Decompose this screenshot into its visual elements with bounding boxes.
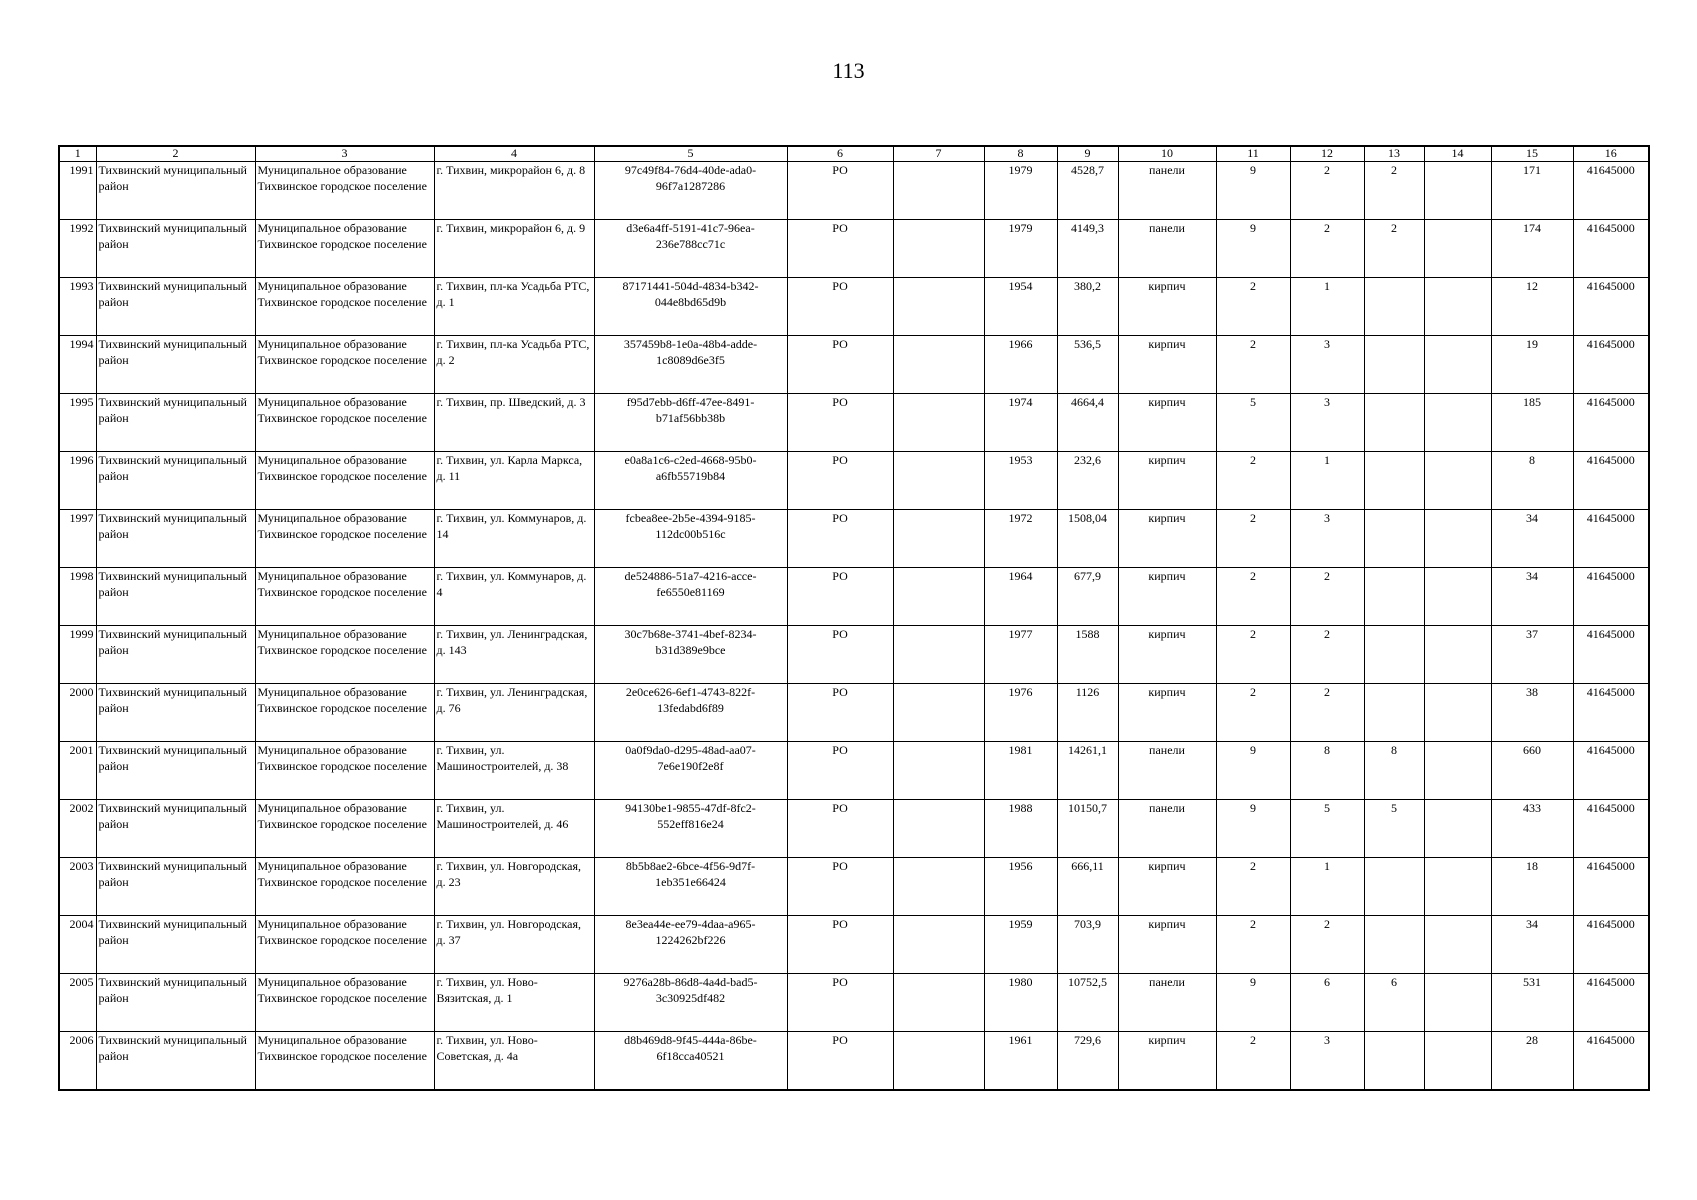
- district-cell: Тихвинский муниципальный район: [96, 510, 255, 568]
- address-cell: г. Тихвин, ул. Ново-Вязитская, д. 1: [434, 974, 594, 1032]
- column-header-9: 9: [1057, 146, 1118, 162]
- address-cell: г. Тихвин, ул. Машиностроителей, д. 46: [434, 800, 594, 858]
- house-guid-cell: 9276a28b-86d8-4a4d-bad5-3c30925df482: [594, 974, 787, 1032]
- column-header-14: 14: [1424, 146, 1491, 162]
- address-cell: г. Тихвин, микрорайон 6, д. 9: [434, 220, 594, 278]
- entrances-cell: 3: [1290, 336, 1364, 394]
- floors-cell: 2: [1216, 858, 1290, 916]
- wall-material-cell: панели: [1118, 742, 1216, 800]
- municipality-cell: Муниципальное образование Тихвинское городское поселение: [255, 452, 434, 510]
- residents-cell: 185: [1491, 394, 1573, 452]
- column-header-8: 8: [984, 146, 1057, 162]
- house-guid-cell: fcbea8ee-2b5e-4394-9185-112dc00b516c: [594, 510, 787, 568]
- floors-cell: 9: [1216, 800, 1290, 858]
- house-guid-cell: de524886-51a7-4216-acce-fe6550e81169: [594, 568, 787, 626]
- house-guid-cell: 8e3ea44e-ee79-4daa-a965-1224262bf226: [594, 916, 787, 974]
- district-cell: Тихвинский муниципальный район: [96, 220, 255, 278]
- total-area-cell: 4664,4: [1057, 394, 1118, 452]
- address-cell: г. Тихвин, ул. Карла Маркса, д. 11: [434, 452, 594, 510]
- total-area-cell: 14261,1: [1057, 742, 1118, 800]
- row-number-cell: 2002: [59, 800, 96, 858]
- floors-cell: 2: [1216, 452, 1290, 510]
- floors-cell: 9: [1216, 742, 1290, 800]
- table-row: [59, 394, 1649, 452]
- table-row: [59, 626, 1649, 684]
- address-cell: г. Тихвин, ул. Машиностроителей, д. 38: [434, 742, 594, 800]
- municipality-cell: Муниципальное образование Тихвинское городское поселение: [255, 162, 434, 220]
- column-6-cell: РО: [787, 220, 893, 278]
- wall-material-cell: кирпич: [1118, 452, 1216, 510]
- column-header-12: 12: [1290, 146, 1364, 162]
- entrances-cell: 8: [1290, 742, 1364, 800]
- column-header-13: 13: [1364, 146, 1424, 162]
- residents-cell: 28: [1491, 1032, 1573, 1090]
- house-guid-cell: 0a0f9da0-d295-48ad-aa07-7e6e190f2e8f: [594, 742, 787, 800]
- entrances-cell: 2: [1290, 162, 1364, 220]
- wall-material-cell: панели: [1118, 220, 1216, 278]
- house-guid-cell: 357459b8-1e0a-48b4-adde-1c8089d6e3f5: [594, 336, 787, 394]
- floors-cell: 2: [1216, 278, 1290, 336]
- column-14-cell: [1424, 916, 1491, 974]
- municipality-cell: Муниципальное образование Тихвинское городское поселение: [255, 220, 434, 278]
- oktmo-cell: 41645000: [1573, 1032, 1649, 1090]
- entrances-cell: 3: [1290, 1032, 1364, 1090]
- entrances-cell: 1: [1290, 278, 1364, 336]
- address-cell: г. Тихвин, микрорайон 6, д. 8: [434, 162, 594, 220]
- total-area-cell: 4149,3: [1057, 220, 1118, 278]
- year-built-cell: 1959: [984, 916, 1057, 974]
- column-14-cell: [1424, 974, 1491, 1032]
- residents-cell: 38: [1491, 684, 1573, 742]
- district-cell: Тихвинский муниципальный район: [96, 684, 255, 742]
- residents-cell: 37: [1491, 626, 1573, 684]
- column-14-cell: [1424, 742, 1491, 800]
- table-row: [59, 742, 1649, 800]
- column-14-cell: [1424, 1032, 1491, 1090]
- elevators-cell: 2: [1364, 220, 1424, 278]
- address-cell: г. Тихвин, ул. Ново-Советская, д. 4а: [434, 1032, 594, 1090]
- municipality-cell: Муниципальное образование Тихвинское городское поселение: [255, 278, 434, 336]
- district-cell: Тихвинский муниципальный район: [96, 162, 255, 220]
- elevators-cell: 6: [1364, 974, 1424, 1032]
- column-7-cell: [893, 452, 984, 510]
- district-cell: Тихвинский муниципальный район: [96, 858, 255, 916]
- column-6-cell: РО: [787, 684, 893, 742]
- house-guid-cell: 94130be1-9855-47df-8fc2-552eff816e24: [594, 800, 787, 858]
- column-header-15: 15: [1491, 146, 1573, 162]
- column-6-cell: РО: [787, 974, 893, 1032]
- column-6-cell: РО: [787, 336, 893, 394]
- page-number: 113: [832, 58, 865, 83]
- column-7-cell: [893, 162, 984, 220]
- municipality-cell: Муниципальное образование Тихвинское городское поселение: [255, 626, 434, 684]
- column-6-cell: РО: [787, 452, 893, 510]
- year-built-cell: 1979: [984, 220, 1057, 278]
- floors-cell: 2: [1216, 336, 1290, 394]
- address-cell: г. Тихвин, ул. Ленинградская, д. 143: [434, 626, 594, 684]
- floors-cell: 2: [1216, 684, 1290, 742]
- column-14-cell: [1424, 684, 1491, 742]
- column-14-cell: [1424, 452, 1491, 510]
- floors-cell: 2: [1216, 568, 1290, 626]
- house-guid-cell: f95d7ebb-d6ff-47ee-8491-b71af56bb38b: [594, 394, 787, 452]
- district-cell: Тихвинский муниципальный район: [96, 568, 255, 626]
- district-cell: Тихвинский муниципальный район: [96, 278, 255, 336]
- floors-cell: 9: [1216, 974, 1290, 1032]
- column-header-10: 10: [1118, 146, 1216, 162]
- house-guid-cell: 97c49f84-76d4-40de-ada0-96f7a1287286: [594, 162, 787, 220]
- oktmo-cell: 41645000: [1573, 394, 1649, 452]
- district-cell: Тихвинский муниципальный район: [96, 800, 255, 858]
- address-cell: г. Тихвин, ул. Коммунаров, д. 14: [434, 510, 594, 568]
- table-row: [59, 568, 1649, 626]
- elevators-cell: [1364, 684, 1424, 742]
- table-row: [59, 974, 1649, 1032]
- residents-cell: 12: [1491, 278, 1573, 336]
- elevators-cell: 2: [1364, 162, 1424, 220]
- column-6-cell: РО: [787, 800, 893, 858]
- row-number-cell: 2006: [59, 1032, 96, 1090]
- column-7-cell: [893, 568, 984, 626]
- column-header-5: 5: [594, 146, 787, 162]
- municipality-cell: Муниципальное образование Тихвинское городское поселение: [255, 916, 434, 974]
- floors-cell: 9: [1216, 220, 1290, 278]
- year-built-cell: 1966: [984, 336, 1057, 394]
- column-14-cell: [1424, 510, 1491, 568]
- elevators-cell: [1364, 394, 1424, 452]
- oktmo-cell: 41645000: [1573, 858, 1649, 916]
- row-number-cell: 1999: [59, 626, 96, 684]
- district-cell: Тихвинский муниципальный район: [96, 1032, 255, 1090]
- oktmo-cell: 41645000: [1573, 684, 1649, 742]
- house-guid-cell: d3e6a4ff-5191-41c7-96ea-236e788cc71c: [594, 220, 787, 278]
- column-7-cell: [893, 742, 984, 800]
- entrances-cell: 2: [1290, 568, 1364, 626]
- elevators-cell: [1364, 568, 1424, 626]
- table-row: [59, 800, 1649, 858]
- wall-material-cell: кирпич: [1118, 684, 1216, 742]
- wall-material-cell: кирпич: [1118, 858, 1216, 916]
- entrances-cell: 6: [1290, 974, 1364, 1032]
- wall-material-cell: панели: [1118, 162, 1216, 220]
- year-built-cell: 1974: [984, 394, 1057, 452]
- row-number-cell: 2004: [59, 916, 96, 974]
- year-built-cell: 1979: [984, 162, 1057, 220]
- district-cell: Тихвинский муниципальный район: [96, 742, 255, 800]
- table-row: [59, 278, 1649, 336]
- municipality-cell: Муниципальное образование Тихвинское городское поселение: [255, 1032, 434, 1090]
- table-row: [59, 336, 1649, 394]
- elevators-cell: [1364, 858, 1424, 916]
- column-7-cell: [893, 1032, 984, 1090]
- row-number-cell: 1991: [59, 162, 96, 220]
- house-guid-cell: d8b469d8-9f45-444a-86be-6f18cca40521: [594, 1032, 787, 1090]
- district-cell: Тихвинский муниципальный район: [96, 336, 255, 394]
- total-area-cell: 10752,5: [1057, 974, 1118, 1032]
- total-area-cell: 1588: [1057, 626, 1118, 684]
- column-6-cell: РО: [787, 278, 893, 336]
- address-cell: г. Тихвин, пр. Шведский, д. 3: [434, 394, 594, 452]
- year-built-cell: 1961: [984, 1032, 1057, 1090]
- column-header-2: 2: [96, 146, 255, 162]
- district-cell: Тихвинский муниципальный район: [96, 394, 255, 452]
- oktmo-cell: 41645000: [1573, 568, 1649, 626]
- column-header-1: 1: [59, 146, 96, 162]
- column-7-cell: [893, 684, 984, 742]
- elevators-cell: 8: [1364, 742, 1424, 800]
- entrances-cell: 1: [1290, 452, 1364, 510]
- residents-cell: 34: [1491, 568, 1573, 626]
- column-14-cell: [1424, 220, 1491, 278]
- table-row: [59, 452, 1649, 510]
- column-7-cell: [893, 394, 984, 452]
- table-row: [59, 1032, 1649, 1090]
- total-area-cell: 380,2: [1057, 278, 1118, 336]
- entrances-cell: 3: [1290, 510, 1364, 568]
- wall-material-cell: кирпич: [1118, 916, 1216, 974]
- total-area-cell: 729,6: [1057, 1032, 1118, 1090]
- address-cell: г. Тихвин, ул. Новгородская, д. 23: [434, 858, 594, 916]
- wall-material-cell: кирпич: [1118, 278, 1216, 336]
- row-number-cell: 1996: [59, 452, 96, 510]
- column-7-cell: [893, 858, 984, 916]
- municipality-cell: Муниципальное образование Тихвинское городское поселение: [255, 510, 434, 568]
- column-7-cell: [893, 916, 984, 974]
- oktmo-cell: 41645000: [1573, 162, 1649, 220]
- entrances-cell: 2: [1290, 626, 1364, 684]
- wall-material-cell: кирпич: [1118, 1032, 1216, 1090]
- total-area-cell: 536,5: [1057, 336, 1118, 394]
- residents-cell: 174: [1491, 220, 1573, 278]
- column-7-cell: [893, 800, 984, 858]
- year-built-cell: 1954: [984, 278, 1057, 336]
- row-number-cell: 2003: [59, 858, 96, 916]
- elevators-cell: 5: [1364, 800, 1424, 858]
- district-cell: Тихвинский муниципальный район: [96, 452, 255, 510]
- table-row: [59, 858, 1649, 916]
- residents-cell: 19: [1491, 336, 1573, 394]
- residents-cell: 531: [1491, 974, 1573, 1032]
- table-body: [59, 162, 1649, 1090]
- year-built-cell: 1953: [984, 452, 1057, 510]
- column-7-cell: [893, 974, 984, 1032]
- column-6-cell: РО: [787, 916, 893, 974]
- address-cell: г. Тихвин, ул. Коммунаров, д. 4: [434, 568, 594, 626]
- column-header-16: 16: [1573, 146, 1649, 162]
- total-area-cell: 10150,7: [1057, 800, 1118, 858]
- address-cell: г. Тихвин, пл-ка Усадьба РТС, д. 2: [434, 336, 594, 394]
- column-6-cell: РО: [787, 1032, 893, 1090]
- year-built-cell: 1977: [984, 626, 1057, 684]
- column-14-cell: [1424, 394, 1491, 452]
- column-14-cell: [1424, 278, 1491, 336]
- elevators-cell: [1364, 626, 1424, 684]
- total-area-cell: 703,9: [1057, 916, 1118, 974]
- house-guid-cell: 87171441-504d-4834-b342-044e8bd65d9b: [594, 278, 787, 336]
- residents-cell: 171: [1491, 162, 1573, 220]
- column-header-4: 4: [434, 146, 594, 162]
- table-row: [59, 684, 1649, 742]
- oktmo-cell: 41645000: [1573, 626, 1649, 684]
- column-number-row: [59, 146, 1649, 162]
- residents-cell: 34: [1491, 916, 1573, 974]
- oktmo-cell: 41645000: [1573, 742, 1649, 800]
- entrances-cell: 3: [1290, 394, 1364, 452]
- row-number-cell: 1994: [59, 336, 96, 394]
- oktmo-cell: 41645000: [1573, 916, 1649, 974]
- table-row: [59, 220, 1649, 278]
- column-14-cell: [1424, 568, 1491, 626]
- entrances-cell: 1: [1290, 858, 1364, 916]
- column-6-cell: РО: [787, 568, 893, 626]
- floors-cell: 9: [1216, 162, 1290, 220]
- elevators-cell: [1364, 336, 1424, 394]
- municipality-cell: Муниципальное образование Тихвинское городское поселение: [255, 336, 434, 394]
- column-14-cell: [1424, 626, 1491, 684]
- row-number-cell: 2005: [59, 974, 96, 1032]
- year-built-cell: 1981: [984, 742, 1057, 800]
- year-built-cell: 1972: [984, 510, 1057, 568]
- wall-material-cell: панели: [1118, 800, 1216, 858]
- house-guid-cell: e0a8a1c6-c2ed-4668-95b0-a6fb55719b84: [594, 452, 787, 510]
- residents-cell: 433: [1491, 800, 1573, 858]
- wall-material-cell: кирпич: [1118, 336, 1216, 394]
- entrances-cell: 2: [1290, 916, 1364, 974]
- total-area-cell: 677,9: [1057, 568, 1118, 626]
- address-cell: г. Тихвин, ул. Новгородская, д. 37: [434, 916, 594, 974]
- residents-cell: 660: [1491, 742, 1573, 800]
- oktmo-cell: 41645000: [1573, 336, 1649, 394]
- row-number-cell: 1995: [59, 394, 96, 452]
- floors-cell: 2: [1216, 1032, 1290, 1090]
- entrances-cell: 2: [1290, 684, 1364, 742]
- year-built-cell: 1980: [984, 974, 1057, 1032]
- oktmo-cell: 41645000: [1573, 510, 1649, 568]
- table-row: [59, 162, 1649, 220]
- municipality-cell: Муниципальное образование Тихвинское городское поселение: [255, 974, 434, 1032]
- residents-cell: 8: [1491, 452, 1573, 510]
- row-number-cell: 1993: [59, 278, 96, 336]
- district-cell: Тихвинский муниципальный район: [96, 974, 255, 1032]
- oktmo-cell: 41645000: [1573, 800, 1649, 858]
- column-6-cell: РО: [787, 162, 893, 220]
- house-guid-cell: 2e0ce626-6ef1-4743-822f-13fedabd6f89: [594, 684, 787, 742]
- column-header-3: 3: [255, 146, 434, 162]
- elevators-cell: [1364, 1032, 1424, 1090]
- column-14-cell: [1424, 800, 1491, 858]
- municipality-cell: Муниципальное образование Тихвинское городское поселение: [255, 394, 434, 452]
- house-guid-cell: 8b5b8ae2-6bce-4f56-9d7f-1eb351e66424: [594, 858, 787, 916]
- total-area-cell: 232,6: [1057, 452, 1118, 510]
- wall-material-cell: кирпич: [1118, 394, 1216, 452]
- residents-cell: 18: [1491, 858, 1573, 916]
- municipality-cell: Муниципальное образование Тихвинское городское поселение: [255, 858, 434, 916]
- row-number-cell: 2001: [59, 742, 96, 800]
- row-number-cell: 1992: [59, 220, 96, 278]
- oktmo-cell: 41645000: [1573, 278, 1649, 336]
- oktmo-cell: 41645000: [1573, 452, 1649, 510]
- floors-cell: 2: [1216, 510, 1290, 568]
- column-header-7: 7: [893, 146, 984, 162]
- year-built-cell: 1956: [984, 858, 1057, 916]
- column-7-cell: [893, 220, 984, 278]
- year-built-cell: 1976: [984, 684, 1057, 742]
- floors-cell: 2: [1216, 626, 1290, 684]
- column-6-cell: РО: [787, 742, 893, 800]
- total-area-cell: 1126: [1057, 684, 1118, 742]
- year-built-cell: 1964: [984, 568, 1057, 626]
- wall-material-cell: кирпич: [1118, 626, 1216, 684]
- house-guid-cell: 30c7b68e-3741-4bef-8234-b31d389e9bce: [594, 626, 787, 684]
- table-row: [59, 510, 1649, 568]
- municipality-cell: Муниципальное образование Тихвинское городское поселение: [255, 742, 434, 800]
- floors-cell: 2: [1216, 916, 1290, 974]
- municipality-cell: Муниципальное образование Тихвинское городское поселение: [255, 684, 434, 742]
- floors-cell: 5: [1216, 394, 1290, 452]
- district-cell: Тихвинский муниципальный район: [96, 626, 255, 684]
- elevators-cell: [1364, 452, 1424, 510]
- municipality-cell: Муниципальное образование Тихвинское городское поселение: [255, 568, 434, 626]
- municipality-cell: Муниципальное образование Тихвинское городское поселение: [255, 800, 434, 858]
- wall-material-cell: панели: [1118, 974, 1216, 1032]
- column-header-11: 11: [1216, 146, 1290, 162]
- row-number-cell: 2000: [59, 684, 96, 742]
- year-built-cell: 1988: [984, 800, 1057, 858]
- row-number-cell: 1997: [59, 510, 96, 568]
- oktmo-cell: 41645000: [1573, 220, 1649, 278]
- column-6-cell: РО: [787, 858, 893, 916]
- table-row: [59, 916, 1649, 974]
- column-header-6: 6: [787, 146, 893, 162]
- district-cell: Тихвинский муниципальный район: [96, 916, 255, 974]
- entrances-cell: 2: [1290, 220, 1364, 278]
- total-area-cell: 1508,04: [1057, 510, 1118, 568]
- address-cell: г. Тихвин, ул. Ленинградская, д. 76: [434, 684, 594, 742]
- oktmo-cell: 41645000: [1573, 974, 1649, 1032]
- column-7-cell: [893, 626, 984, 684]
- elevators-cell: [1364, 510, 1424, 568]
- column-7-cell: [893, 336, 984, 394]
- wall-material-cell: кирпич: [1118, 510, 1216, 568]
- total-area-cell: 666,11: [1057, 858, 1118, 916]
- column-7-cell: [893, 278, 984, 336]
- column-14-cell: [1424, 336, 1491, 394]
- column-14-cell: [1424, 858, 1491, 916]
- wall-material-cell: кирпич: [1118, 568, 1216, 626]
- row-number-cell: 1998: [59, 568, 96, 626]
- housing-registry-table: [58, 145, 1650, 1091]
- entrances-cell: 5: [1290, 800, 1364, 858]
- elevators-cell: [1364, 278, 1424, 336]
- column-7-cell: [893, 510, 984, 568]
- column-6-cell: РО: [787, 510, 893, 568]
- column-14-cell: [1424, 162, 1491, 220]
- column-6-cell: РО: [787, 626, 893, 684]
- address-cell: г. Тихвин, пл-ка Усадьба РТС, д. 1: [434, 278, 594, 336]
- column-6-cell: РО: [787, 394, 893, 452]
- total-area-cell: 4528,7: [1057, 162, 1118, 220]
- elevators-cell: [1364, 916, 1424, 974]
- residents-cell: 34: [1491, 510, 1573, 568]
